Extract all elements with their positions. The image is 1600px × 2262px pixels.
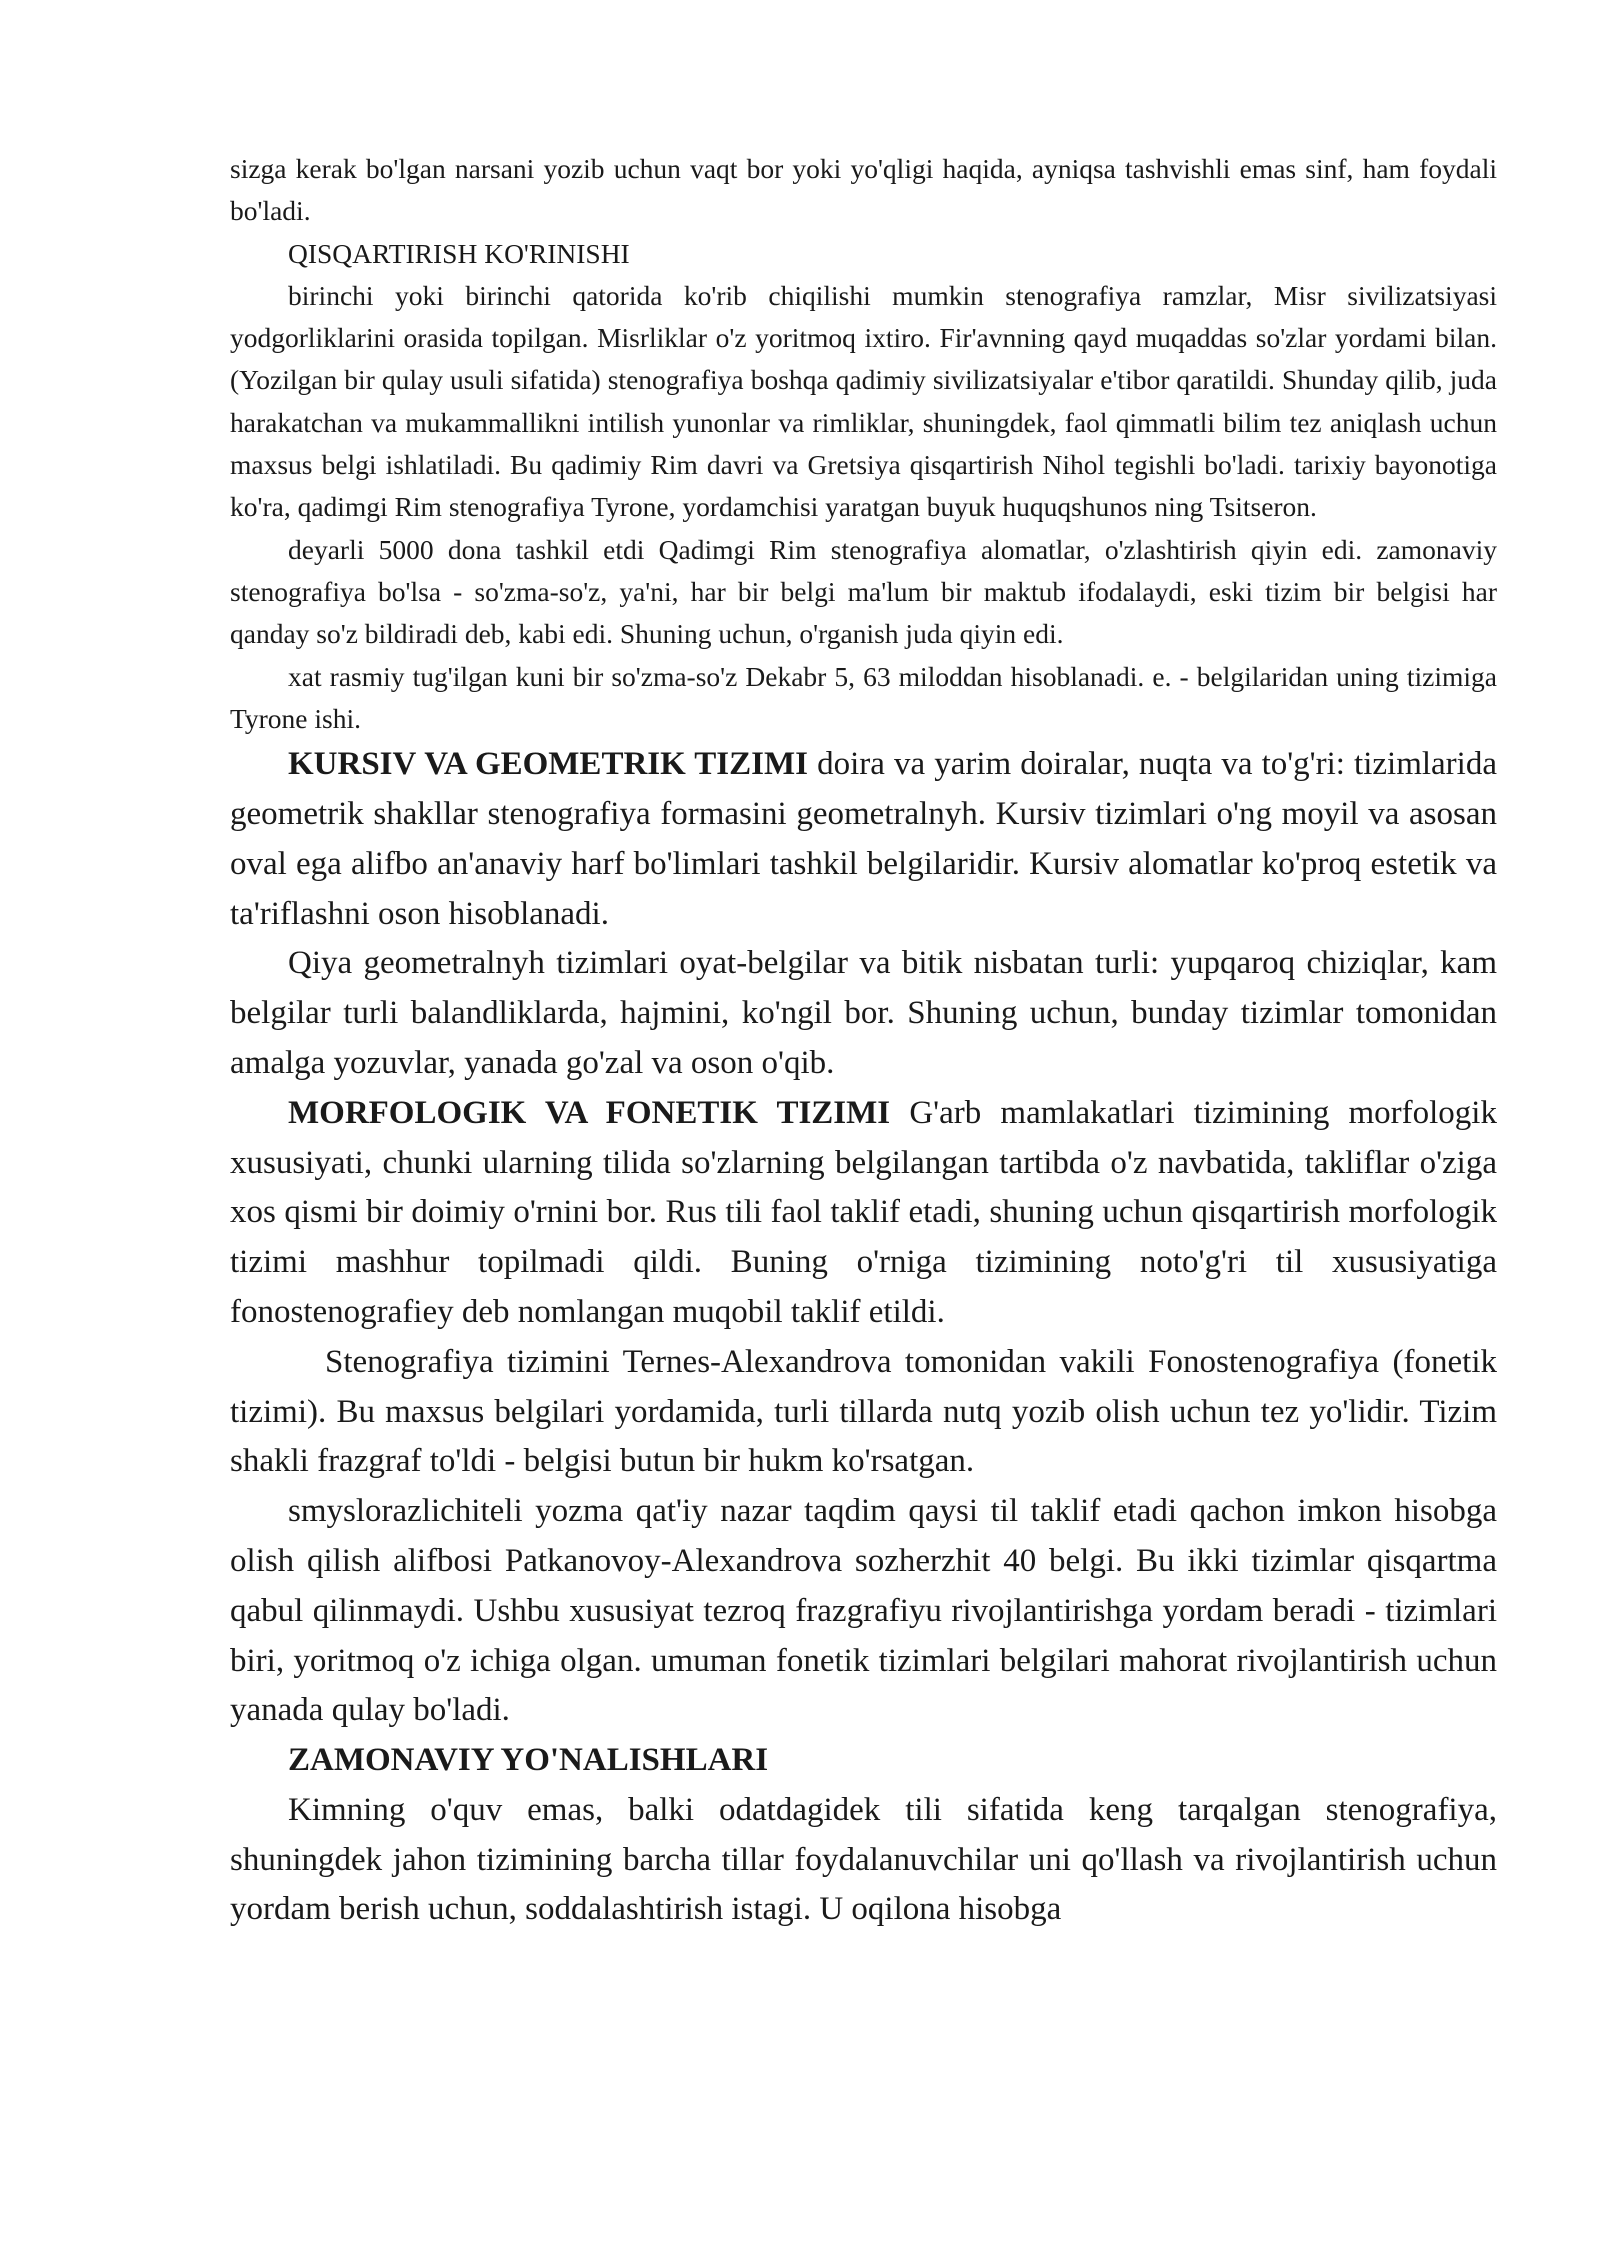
paragraph: deyarli 5000 dona tashkil etdi Qadimgi Rim stenografiya alomatlar, o'zlashtirish qiyin edi. zamonaviy stenografiya bo'lsa - so'zma-so'z, ya'ni, har bir belgi ma'lum bir maktub ifodalaydi, eski tizim bir belgisi har qanday so'z bildiradi deb, kabi edi. Shuning uchun, o'rganish juda qiyin edi. bbox=[230, 533, 1497, 650]
paragraph: Qiya geometralnyh tizimlari oyat-belgilar va bitik nisbatan turli: yupqaroq chiziqlar, kam belgilar turli balandliklarda, hajmini, ko'ngil bor. Shuning uchun, bunday tizimlar tomonidan amalga yozuvlar, yanada go'zal va oson o'qib. bbox=[230, 945, 1497, 1081]
section-heading: MORFOLOGIK VA FONETIK TIZIMI bbox=[288, 1094, 891, 1131]
paragraph-text: doira va yarim doiralar, nuqta va to'g'ri: tizimlarida geometrik shakllar stenografiya formasini geometralnyh. Kursiv tizimlari o'ng moyil va asosan oval ega alifbo an'anaviy harf bo'limlari tashkil belgilaridir. Kursiv alomatlar ko'proq estetik va ta'riflashni oson hisoblanadi. bbox=[230, 746, 1497, 932]
paragraph: sizga kerak bo'lgan narsani yozib uchun vaqt bor yoki yo'qligi haqida, ayniqsa tashvishli emas sinf, ham foydali bo'ladi. bbox=[230, 153, 1497, 227]
paragraph bbox=[230, 740, 1497, 939]
paragraph: smyslorazlichiteli yozma qat'iy nazar taqdim qaysi til taklif etadi qachon imkon hisobga olish qilish alifbosi Patkanovoy-Alexandrova sozherzhit 40 belgi. Bu ikki tizimlar qisqartma qabul qilinmaydi. Ushbu xususiyat tezroq frazgrafiyu rivojlantirishga yordam beradi - tizimlari biri, yoritmoq o'z ichiga olgan. umuman fonetik tizimlari belgilari mahorat rivojlantirish uchun yanada qulay bo'ladi. bbox=[230, 1493, 1497, 1729]
main-section bbox=[230, 740, 1497, 1935]
paragraph bbox=[230, 1089, 1497, 1338]
paragraph: Stenografiya tizimini Ternes-Alexandrova tomonidan vakili Fonostenografiya (fonetik tizimi). Bu maxsus belgilari yordamida, turli tillarda nutq yozib olish uchun tez yo'lidir. Tizim shakli frazgraf to'ldi - belgisi butun bir hukm ko'rsatgan. bbox=[230, 1343, 1497, 1480]
paragraph: xat rasmiy tug'ilgan kuni bir so'zma-so'z Dekabr 5, 63 miloddan hisoblanadi. e. - belgilaridan uning tizimiga Tyrone ishi. bbox=[230, 660, 1497, 734]
paragraph: Kimning o'quv emas, balki odatdagidek tili sifatida keng tarqalgan stenografiya, shuningdek jahon tizimining barcha tillar foydalanuvchilar uni qo'llash va rivojlantirish uchun yordam berish uchun, soddalashtirish istagi. U oqilona hisobga bbox=[230, 1791, 1497, 1928]
intro-section bbox=[230, 148, 1497, 740]
section-heading: ZAMONAVIY YO'NALISHLARI bbox=[288, 1742, 769, 1779]
paragraph: birinchi yoki birinchi qatorida ko'rib chiqilishi mumkin stenografiya ramzlar, Misr sivilizatsiyasi yodgorliklarini orasida topilgan. Misrliklar o'z yoritmoq ixtiro. Fir'avnning qayd muqaddas so'zlar yordami bilan. (Yozilgan bir qulay usuli sifatida) stenografiya boshqa qadimiy sivilizatsiyalar e'tibor qaratildi. Shunday qilib, juda harakatchan va mukammallikni intilish yunonlar va rimliklar, shuningdek, faol qimmatli bilim tez aniqlash uchun maxsus belgi ishlatiladi. Bu qadimiy Rim davri va Gretsiya qisqartirish Nihol tegishli bo'ladi. tarixiy bayonotiga ko'ra, qadimgi Rim stenografiya Tyrone, yordamchisi yaratgan buyuk huquqshunos ning Tsitseron. bbox=[230, 279, 1497, 523]
section-heading: QISQARTIRISH KO'RINISHI bbox=[288, 237, 630, 269]
document-page bbox=[230, 148, 1497, 1935]
paragraph-text: G'arb mamlakatlari tizimining morfologik xususiyati, chunki ularning tilida so'zlarning belgilangan tartibda o'z navbatida, takliflar o'ziga xos qismi bir doimiy o'rnini bor. Rus tili faol taklif etadi, shuning uchun qisqartirish morfologik tizimi mashhur topilmadi qildi. Buning o'rniga tizimining noto'g'ri til xususiyatiga fonostenografiey deb nomlangan muqobil taklif etildi. bbox=[230, 1094, 1497, 1330]
section-heading: KURSIV VA GEOMETRIK TIZIMI bbox=[288, 746, 808, 783]
